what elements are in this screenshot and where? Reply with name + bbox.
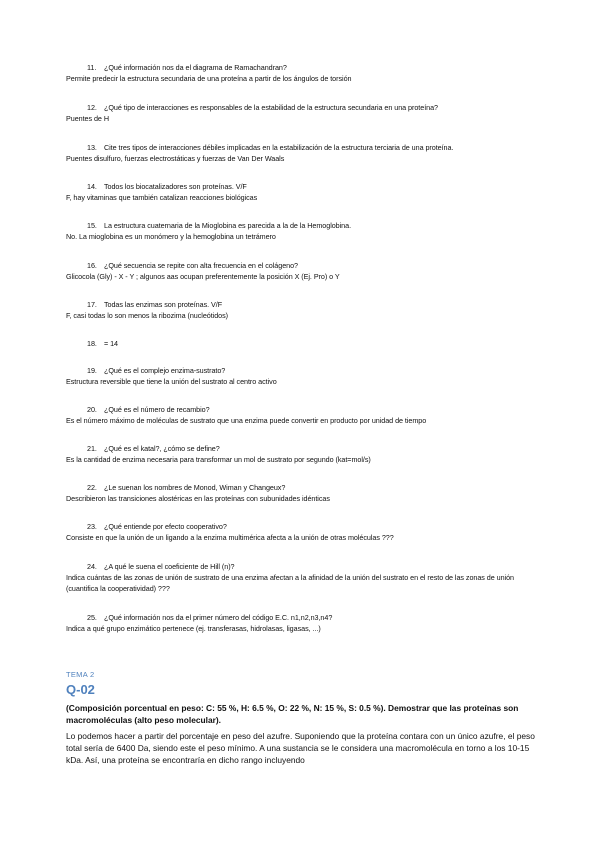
answer-14: F, hay vitaminas que también catalizan reacciones biológicas [66, 193, 258, 202]
question-code-heading: Q-02 [66, 682, 95, 697]
answer-12: Puentes de H [66, 114, 109, 123]
question-block-24 [66, 561, 566, 594]
question-18: 18. = 14 [87, 339, 118, 348]
question-block-21 [66, 443, 566, 465]
question-15: 15. La estructura cuaternaria de la Mioglobina es parecida a la de la Hemoglobina. [87, 221, 352, 230]
question-block-11 [66, 62, 566, 84]
question-16: 16. ¿Qué secuencia se repite con alta frecuencia en el colágeno? [87, 261, 298, 270]
question-block-12 [66, 102, 566, 124]
answer-19: Estructura reversible que tiene la unión del sustrato al centro activo [66, 377, 277, 386]
question-block-15 [66, 220, 566, 242]
question-13: 13. Cite tres tipos de interacciones débiles implicadas en la estabilización de la estructura terciaria de una proteína. [87, 143, 454, 152]
answer-11: Permite predecir la estructura secundaria de una proteína a partir de los ángulos de torsión [66, 74, 352, 83]
section-label: TEMA 2 [66, 670, 95, 679]
question-19: 19. ¿Qué es el complejo enzima-sustrato? [87, 366, 226, 375]
answer-13: Puentes disulfuro, fuerzas electrostáticas y fuerzas de Van Der Waals [66, 154, 285, 163]
problem-statement: (Composición porcentual en peso: C: 55 %, H: 6.5 %, O: 22 %, N: 15 %, S: 0.5 %). Demostrar que las proteínas son macromoléculas (alto peso molecular). [66, 703, 519, 726]
question-23: 23. ¿Qué entiende por efecto cooperativo? [87, 522, 227, 531]
answer-17: F, casi todas lo son menos la ribozima (nucleótidos) [66, 311, 228, 320]
question-21: 21. ¿Qué es el katal?, ¿cómo se define? [87, 444, 220, 453]
answer-24: Indica cuántas de las zonas de unión de sustrato de una enzima afectan a la afinidad de la unión del sustrato en el resto de las zonas de unión (cuantifica la cooperatividad) ??? [66, 573, 514, 593]
answer-16: Glicocola (Gly) - X - Y ; algunos aas ocupan preferentemente la posición X (Ej. Pro) o Y [66, 272, 340, 281]
question-block-22 [66, 482, 566, 504]
problem-answer: Lo podemos hacer a partir del porcentaje en peso del azufre. Suponiendo que la proteína contara con un único azufre, el peso total sería de 6400 Da, siendo este el peso mínimo. A una sustancia se le considera una macromolécula en torno a los 10-15 kDa. Así, una proteína se encontraría en dicho rango incluyendo [66, 731, 535, 766]
question-block-23 [66, 521, 566, 543]
answer-21: Es la cantidad de enzima necesaria para transformar un mol de sustrato por segundo (kat=mol/s) [66, 455, 371, 464]
question-block-19 [66, 365, 566, 387]
question-17: 17. Todas las enzimas son proteínas. V/F [87, 300, 223, 309]
question-block-14 [66, 181, 566, 203]
question-block-18 [66, 338, 566, 349]
question-12: 12. ¿Qué tipo de interacciones es responsables de la estabilidad de la estructura secundaria en una proteína? [87, 103, 438, 112]
question-25: 25. ¿Qué información nos da el primer número del código E.C. n1,n2,n3,n4? [87, 613, 333, 622]
answer-23: Consiste en que la unión de un ligando a la enzima multimérica afecta a la unión de otras moléculas ??? [66, 533, 394, 542]
question-11: 11. ¿Qué información nos da el diagrama de Ramachandran? [87, 63, 287, 72]
question-block-13 [66, 142, 566, 164]
question-14: 14. Todos los biocatalizadores son proteínas. V/F [87, 182, 247, 191]
answer-25: Indica a qué grupo enzimático pertenece (ej. transferasas, hidrolasas, ligasas, ...) [66, 624, 321, 633]
question-22: 22. ¿Le suenan los nombres de Monod, Wiman y Changeux? [87, 483, 286, 492]
question-20: 20. ¿Qué es el número de recambio? [87, 405, 210, 414]
question-block-20 [66, 404, 566, 426]
answer-20: Es el número máximo de moléculas de sustrato que una enzima puede convertir en producto por unidad de tiempo [66, 416, 427, 425]
answer-22: Describieron las transiciones alostéricas en las proteínas con subunidades idénticas [66, 494, 330, 503]
question-block-25 [66, 612, 566, 634]
answer-15: No. La mioglobina es un monómero y la hemoglobina un tetrámero [66, 232, 276, 241]
question-24: 24. ¿A qué le suena el coeficiente de Hill (n)? [87, 562, 235, 571]
question-block-17 [66, 299, 566, 321]
question-block-16 [66, 260, 566, 282]
